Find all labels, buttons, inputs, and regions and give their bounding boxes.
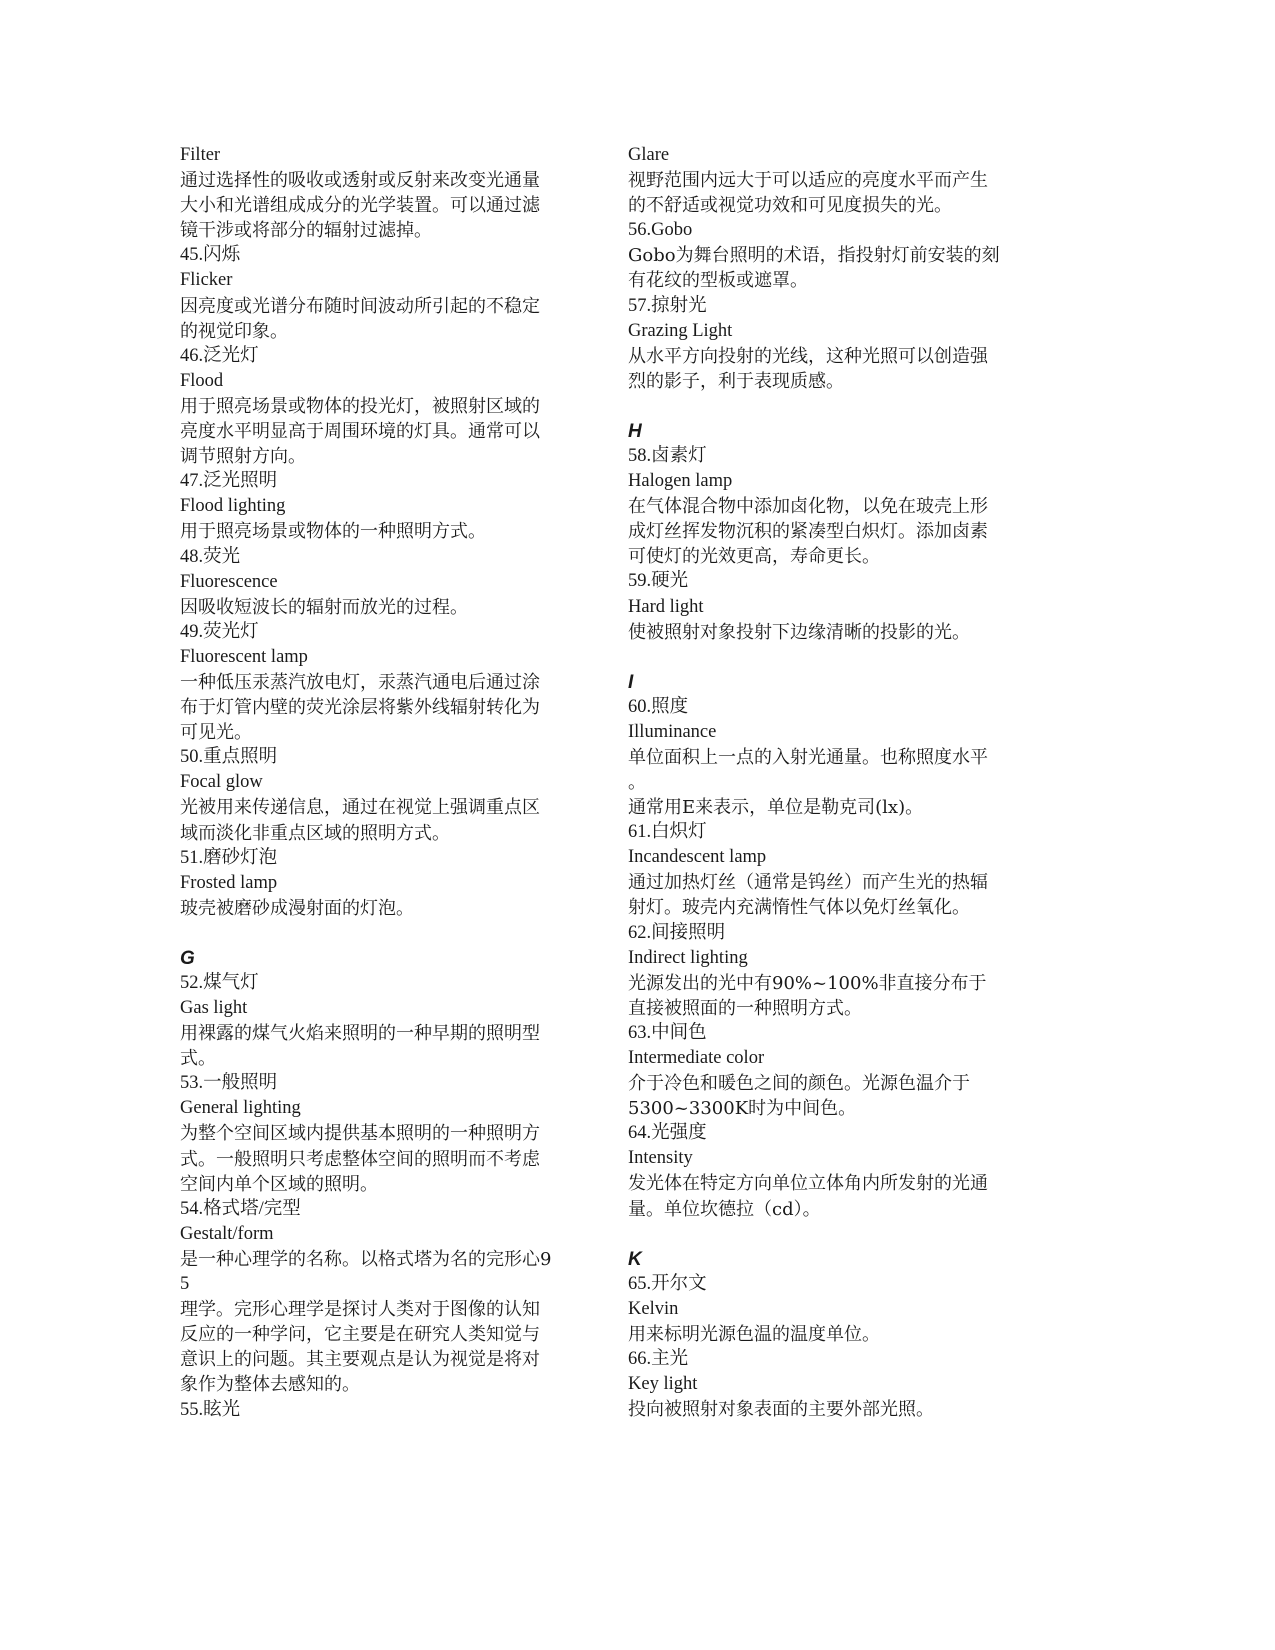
term-definition-line: 在气体混合物中添加卤化物，以免在玻壳上形: [628, 496, 988, 518]
term-definition-line: 式。一般照明只考虑整体空间的照明而不考虑: [180, 1148, 540, 1170]
term-definition-line: 单位面积上一点的入射光通量。也称照度水平: [628, 746, 988, 768]
term-definition-line: 通过选择性的吸收或透射或反射来改变光通量: [180, 170, 540, 192]
term-number-line: 45.闪烁: [180, 245, 241, 266]
term-english-name: Flicker: [180, 270, 233, 291]
term-definition-line: 象作为整体去感知的。: [180, 1374, 360, 1396]
term-definition-line: 通常用E来表示，单位是勒克司(lx)。: [628, 797, 924, 819]
term-definition-line: 可使灯的光效更高，寿命更长。: [628, 546, 880, 568]
term-definition-line: 式。: [180, 1048, 216, 1070]
term-number-line: 48.荧光: [180, 546, 241, 567]
glossary-column-right: [628, 143, 1038, 1422]
term-english-name: Filter: [180, 145, 221, 165]
term-number-line: 60.照度: [628, 696, 689, 717]
term-english-name: Fluorescence: [180, 571, 278, 592]
section-letter-heading: H: [628, 420, 642, 442]
term-number-line: 46.泛光灯: [180, 345, 259, 366]
term-english-name: Halogen lamp: [628, 471, 733, 492]
glossary-column-left: [180, 143, 590, 1423]
term-number-line: 63.中间色: [628, 1022, 707, 1043]
term-definition-line: 有花纹的型板或遮罩。: [628, 270, 808, 292]
term-definition-line: 镜干涉或将部分的辐射过滤掉。: [180, 220, 432, 242]
term-definition-line: 是一种心理学的名称。以格式塔为名的完形心9: [180, 1248, 552, 1270]
term-english-name: Fluorescent lamp: [180, 646, 308, 667]
term-number-line: 65.开尔文: [628, 1273, 707, 1294]
term-definition-line: 直接被照面的一种照明方式。: [628, 997, 862, 1019]
term-number-line: 54.格式塔/完型: [180, 1198, 301, 1219]
term-definition-line: 用于照亮场景或物体的投光灯，被照射区域的: [180, 395, 540, 417]
term-number-line: 53.一般照明: [180, 1073, 278, 1094]
section-letter-heading: K: [628, 1248, 642, 1270]
term-definition-line: 视野范围内远大于可以适应的亮度水平而产生: [628, 170, 988, 192]
term-definition-line: 通过加热灯丝（通常是钨丝）而产生光的热辐: [628, 872, 988, 894]
term-definition-line: 发光体在特定方向单位立体角内所发射的光通: [628, 1173, 988, 1195]
term-definition-line: 用裸露的煤气火焰来照明的一种早期的照明型: [180, 1023, 540, 1045]
term-definition-line: 光被用来传递信息，通过在视觉上强调重点区: [180, 797, 540, 819]
term-english-name: Grazing Light: [628, 320, 733, 341]
term-definition-line: 大小和光谱组成成分的光学装置。可以通过滤: [180, 195, 540, 217]
term-definition-line: 理学。完形心理学是探讨人类对于图像的认知: [180, 1299, 540, 1321]
term-definition-line: 。: [628, 771, 646, 793]
term-number-line: 58.卤素灯: [628, 445, 707, 466]
term-definition-line: 调节照射方向。: [180, 446, 306, 468]
term-definition-line: 意识上的问题。其主要观点是认为视觉是将对: [180, 1349, 540, 1371]
term-definition-line: 布于灯管内壁的荧光涂层将紫外线辐射转化为: [180, 697, 540, 719]
term-english-name: Hard light: [628, 596, 704, 617]
term-english-name: Gestalt/form: [180, 1223, 274, 1244]
term-definition-line: 量。单位坎德拉（cd）。: [628, 1198, 821, 1220]
term-english-name: Gas light: [180, 998, 248, 1018]
term-definition-line: 用于照亮场景或物体的一种照明方式。: [180, 521, 486, 543]
term-english-name: Glare: [628, 145, 670, 165]
section-letter-heading: G: [180, 947, 195, 969]
term-definition-line: 空间内单个区域的照明。: [180, 1173, 378, 1195]
term-english-name: Flood: [180, 370, 224, 391]
term-definition-line: 烈的影子，利于表现质感。: [628, 370, 844, 392]
term-english-name: Illuminance: [628, 721, 717, 742]
term-english-name: Kelvin: [628, 1298, 679, 1319]
term-number-line: 49.荧光灯: [180, 621, 259, 642]
term-english-name: Indirect lighting: [628, 947, 748, 968]
term-number-line: 47.泛光照明: [180, 471, 278, 492]
term-definition-line: 的视觉印象。: [180, 320, 288, 342]
term-number-line: 50.重点照明: [180, 747, 278, 768]
term-definition-line: 光源发出的光中有90%~100%非直接分布于: [628, 972, 987, 994]
term-number-line: 52.煤气灯: [180, 972, 259, 993]
term-english-name: Key light: [628, 1374, 698, 1395]
section-letter-heading: I: [628, 671, 634, 693]
term-number-line: 55.眩光: [180, 1399, 241, 1420]
term-definition-line: 为整个空间区域内提供基本照明的一种照明方: [180, 1123, 540, 1145]
term-number-line: 5: [180, 1274, 190, 1295]
term-definition-line: 射灯。玻壳内充满惰性气体以免灯丝氧化。: [628, 897, 970, 919]
term-english-name: Frosted lamp: [180, 872, 278, 893]
term-english-name: Intermediate color: [628, 1048, 765, 1068]
term-definition-line: 从水平方向投射的光线，这种光照可以创造强: [628, 345, 988, 367]
term-definition-line: 因吸收短波长的辐射而放光的过程。: [180, 596, 468, 618]
term-definition-line: 反应的一种学问，它主要是在研究人类知觉与: [180, 1324, 540, 1346]
term-number-line: 61.白炽灯: [628, 822, 707, 843]
term-definition-line: 域而淡化非重点区域的照明方式。: [180, 822, 450, 844]
term-definition-line: 投向被照射对象表面的主要外部光照。: [628, 1399, 934, 1421]
term-number-line: 64.光强度: [628, 1123, 707, 1144]
term-number-line: 62.间接照明: [628, 922, 726, 943]
term-definition-line: 玻壳被磨砂成漫射面的灯泡。: [180, 897, 414, 919]
term-english-name: Flood lighting: [180, 496, 286, 517]
term-definition-line: 介于冷色和暖色之间的颜色。光源色温介于: [628, 1073, 970, 1095]
term-definition-line: 一种低压汞蒸汽放电灯，汞蒸汽通电后通过涂: [180, 671, 540, 693]
term-definition-line: 亮度水平明显高于周围环境的灯具。通常可以: [180, 421, 540, 443]
term-english-name: Incandescent lamp: [628, 847, 767, 868]
term-number-line: 66.主光: [628, 1348, 689, 1369]
term-number-line: 59.硬光: [628, 571, 689, 592]
term-english-name: Focal glow: [180, 772, 263, 793]
term-number-line: 56.Gobo: [628, 220, 693, 241]
term-definition-line: 用来标明光源色温的温度单位。: [628, 1323, 880, 1345]
term-definition-line: 的不舒适或视觉功效和可见度损失的光。: [628, 195, 952, 217]
term-definition-line: Gobo为舞台照明的术语，指投射灯前安装的刻: [628, 245, 1000, 267]
term-definition-line: 成灯丝挥发物沉积的紧凑型白炽灯。添加卤素: [628, 521, 988, 543]
term-definition-line: 因亮度或光谱分布随时间波动所引起的不稳定: [180, 295, 540, 317]
term-definition-line: 5300~3300K时为中间色。: [628, 1098, 857, 1120]
term-number-line: 57.掠射光: [628, 295, 707, 316]
term-english-name: General lighting: [180, 1098, 301, 1119]
term-english-name: Intensity: [628, 1148, 693, 1169]
term-definition-line: 可见光。: [180, 722, 252, 744]
term-definition-line: 使被照射对象投射下边缘清晰的投影的光。: [628, 621, 970, 643]
term-number-line: 51.磨砂灯泡: [180, 847, 278, 868]
